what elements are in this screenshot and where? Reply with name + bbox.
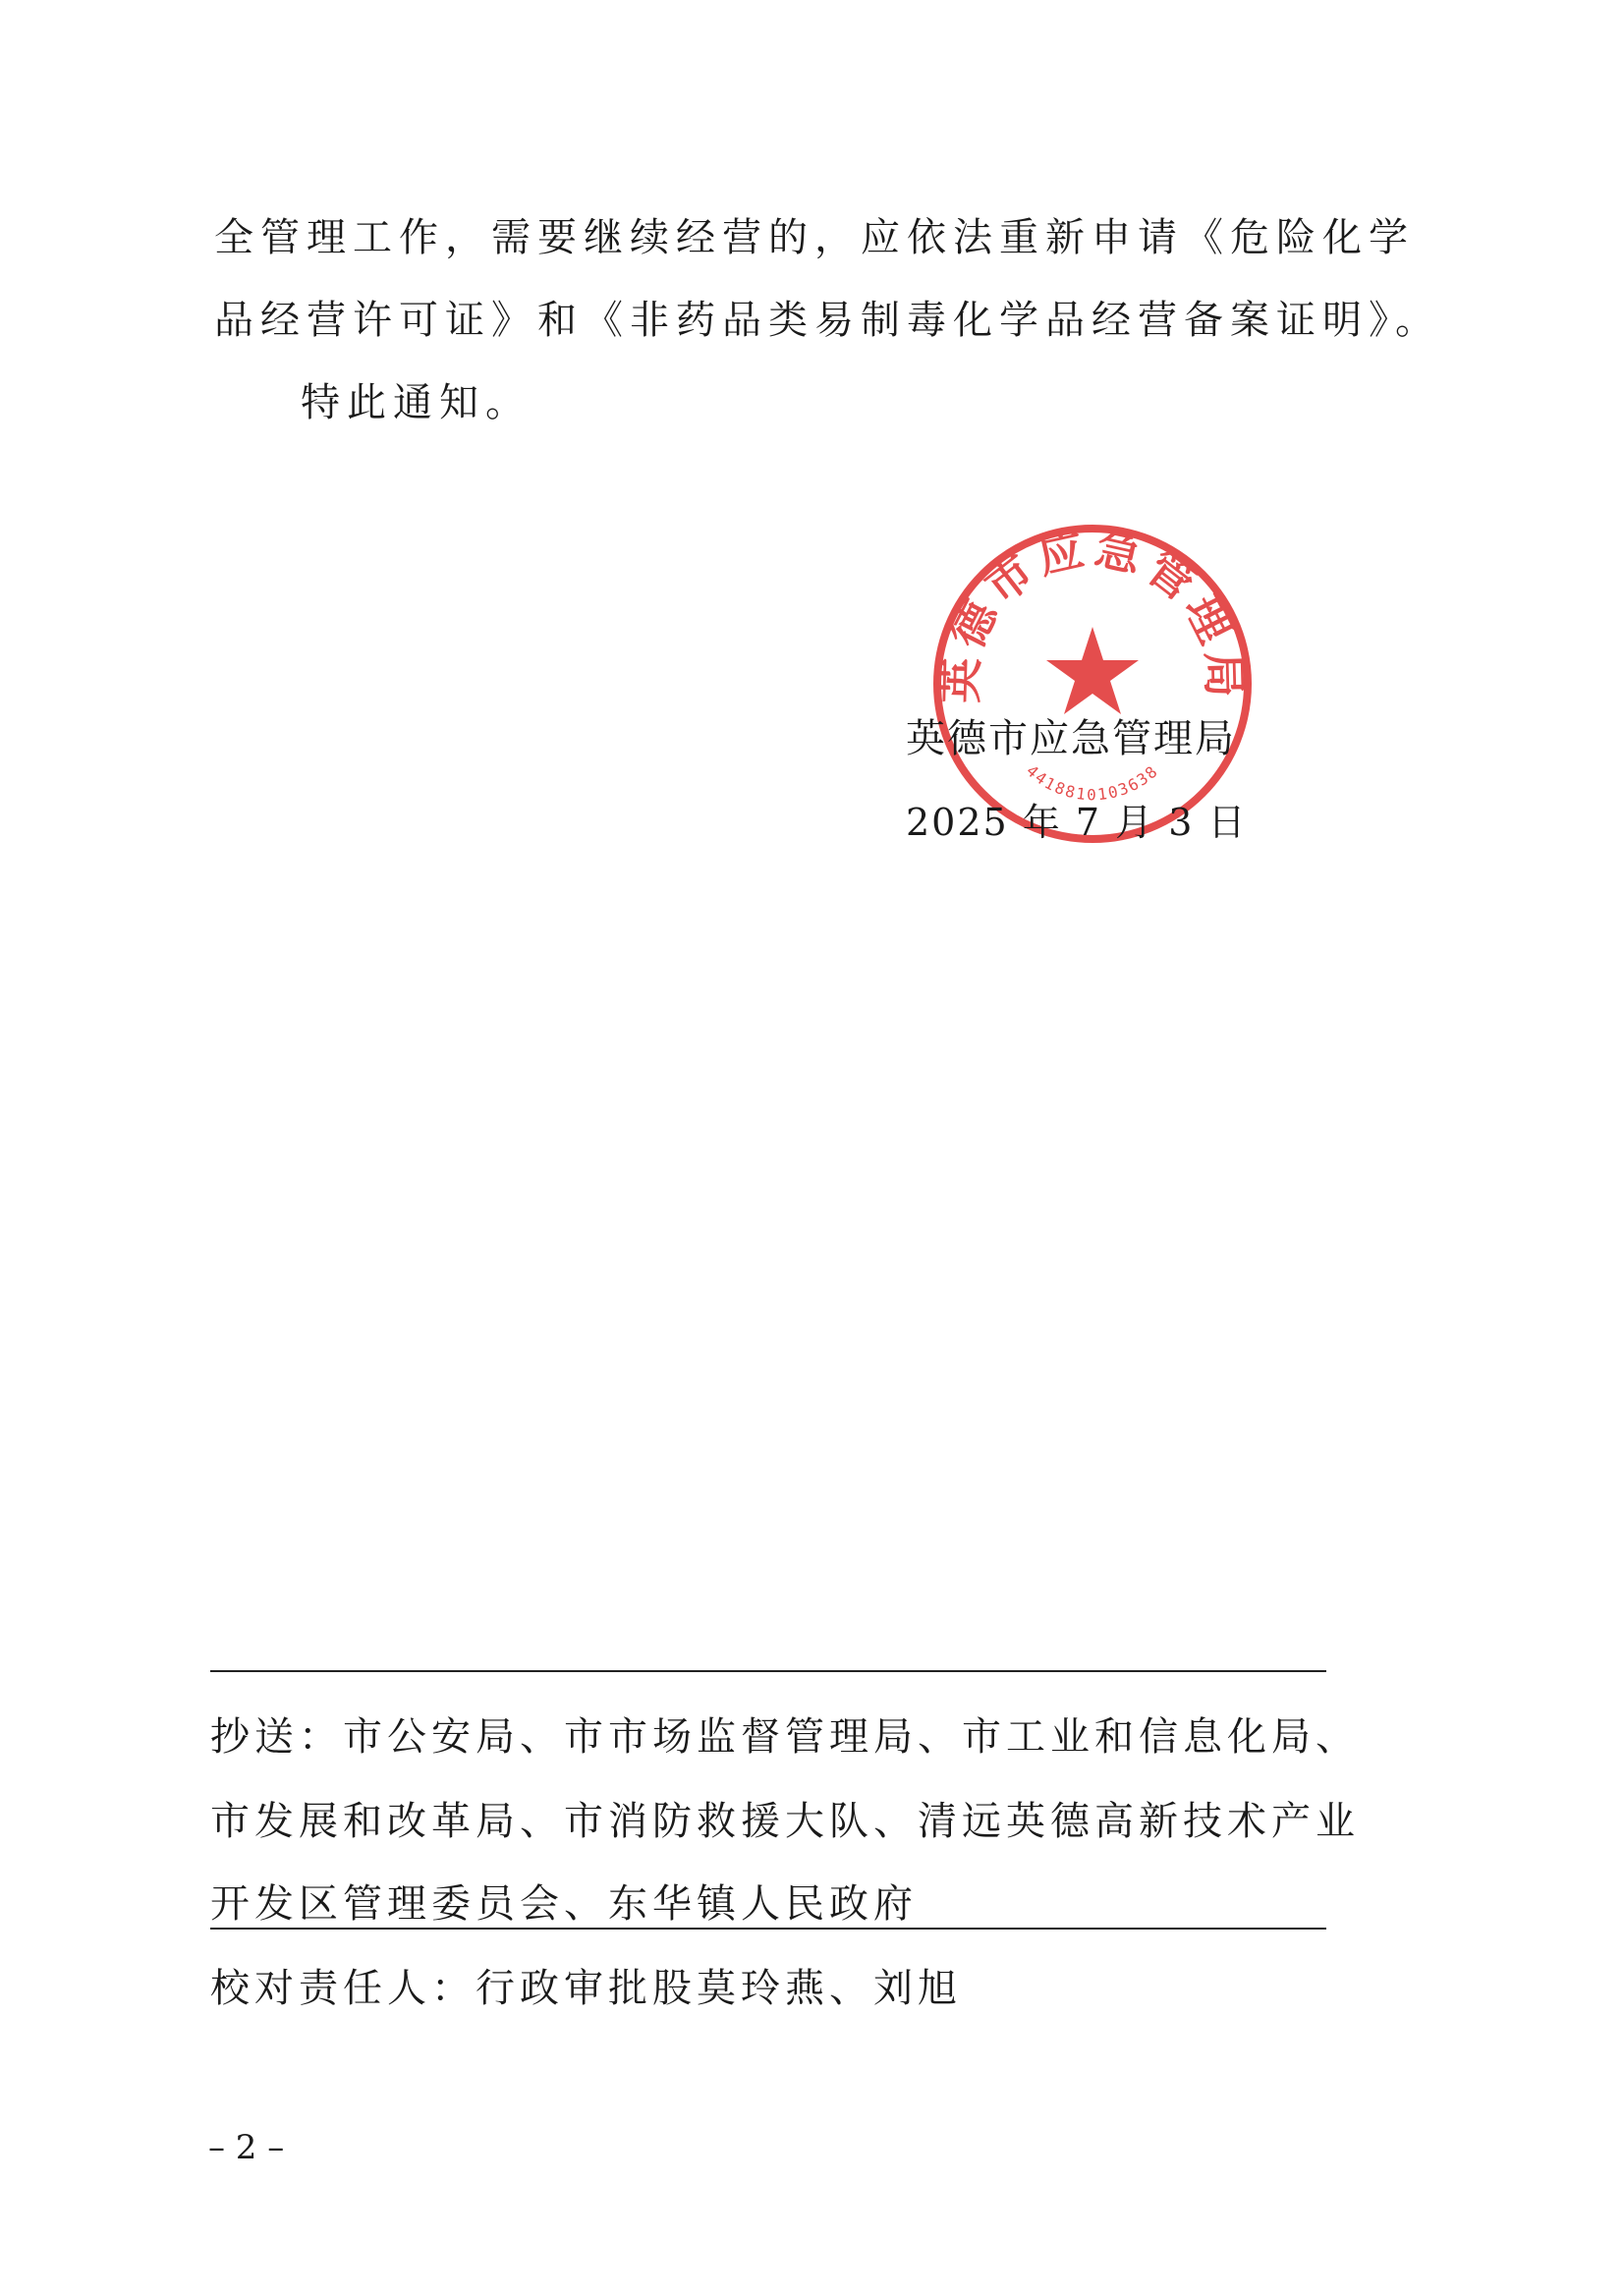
- cc-divider-top: [210, 1670, 1326, 1672]
- cc-divider-bottom: [210, 1928, 1326, 1930]
- cc-line-3: 开发区管理委员会、东华镇人民政府: [210, 1881, 918, 1927]
- page-number: – 2 –: [208, 2128, 285, 2167]
- signature-date: 2025 年 7 月 3 日: [906, 801, 1248, 844]
- body-line-1: 全管理工作，需要继续经营的，应依法重新申请《危险化学: [214, 215, 1415, 260]
- seal-code: 4418810103638: [1023, 760, 1162, 805]
- closing-phrase: 特此通知。: [301, 380, 532, 425]
- cc-line-1: 抄送：市公安局、市市场监督管理局、市工业和信息化局、: [210, 1714, 1360, 1760]
- proofreader-line: 校对责任人：行政审批股莫玲燕、刘旭: [210, 1966, 962, 2011]
- seal-ring-text: 英德市应急管理局: [933, 521, 1252, 704]
- body-line-2: 品经营许可证》和《非药品类易制毒化学品经营备案证明》。: [214, 298, 1441, 343]
- signature-org: 英德市应急管理局: [906, 716, 1236, 761]
- cc-line-2: 市发展和改革局、市消防救援大队、清远英德高新技术产业: [210, 1799, 1360, 1844]
